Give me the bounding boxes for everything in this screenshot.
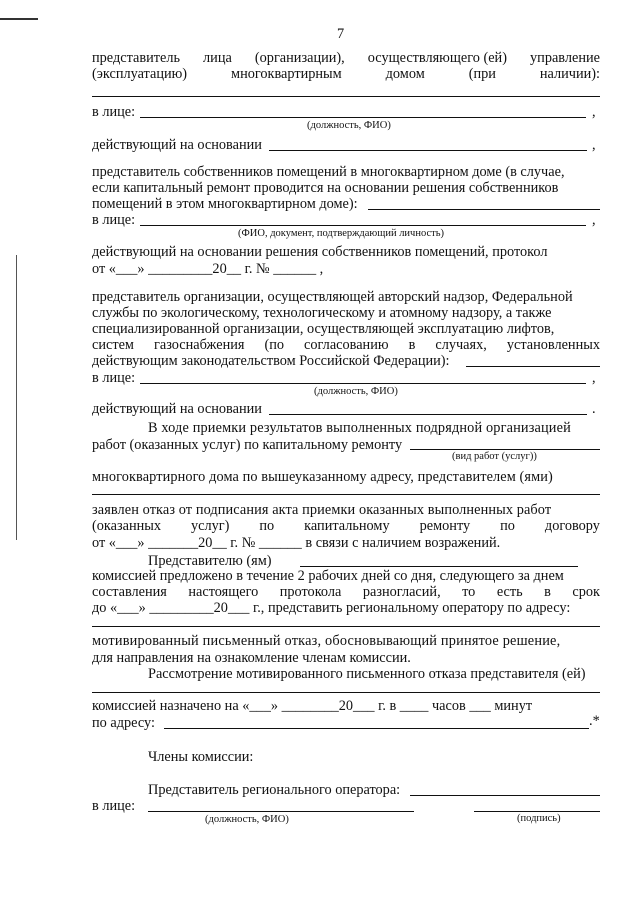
- acceptance-line-1: В ходе приемки результатов выполненных подрядной организацией: [148, 420, 571, 436]
- supervision-line-4: систем газоснабжения (по согласованию в случаях, установленных: [92, 337, 600, 353]
- mgmt-comma-2: ,: [592, 137, 596, 153]
- page-number: 7: [337, 26, 345, 42]
- supervision-acting-basis-label: действующий на основании: [92, 401, 262, 417]
- owners-id-caption: (ФИО, документ, подтверждающий личность): [238, 228, 444, 239]
- mgmt-acting-basis-label: действующий на основании: [92, 137, 262, 153]
- mgmt-representative-field[interactable]: [140, 117, 586, 118]
- supervision-line-3: специализированной организации, осуществляющей эксплуатацию лифтов,: [92, 321, 555, 337]
- review-address-field[interactable]: [164, 728, 589, 729]
- proposal-rep-label: Представителю (ям): [148, 553, 272, 569]
- mgmt-position-caption: (должность, ФИО): [307, 120, 391, 131]
- mgmt-basis-field[interactable]: [269, 150, 587, 151]
- proposal-line-4: мотивированный письменный отказ, обосновывающий принятое решение,: [92, 633, 561, 649]
- acceptance-line-3: многоквартирного дома по вышеуказанному адресу, представителем (ями): [92, 469, 553, 485]
- review-schedule-line[interactable]: комиссией назначено на «___» ________20___ г. в ____ часов ___ минут: [92, 698, 533, 714]
- commission-signature-caption: (подпись): [517, 813, 561, 824]
- scan-binding-line: [16, 255, 17, 540]
- acceptance-work-caption: (вид работ (услуг)): [452, 451, 537, 462]
- commission-signature-field[interactable]: [474, 811, 600, 812]
- commission-regional-rep-label: Представитель регионального оператора:: [148, 782, 401, 798]
- owners-line-1: представитель собственников помещений в многоквартирном доме (в случае,: [92, 164, 565, 180]
- supervision-representative-field[interactable]: [140, 383, 586, 384]
- supervision-line-1: представитель организации, осуществляющей авторский надзор, Федеральной: [92, 289, 573, 305]
- owners-in-person-label: в лице:: [92, 212, 136, 228]
- mgmt-org-name-field[interactable]: [92, 96, 600, 97]
- acceptance-work-type-field[interactable]: [410, 449, 600, 450]
- proposal-representative-field[interactable]: [300, 566, 578, 567]
- owners-name-field[interactable]: [368, 209, 600, 210]
- supervision-basis-field[interactable]: [269, 414, 587, 415]
- owners-acting-line: действующий на основании решения собственников помещений, протокол: [92, 244, 548, 260]
- owners-protocol-date-line[interactable]: от «___» _________20__ г. № ______ ,: [92, 261, 324, 277]
- supervision-line-2: службы по экологическому, технологическому и атомному надзору, а также: [92, 305, 552, 321]
- review-asterisk: .*: [589, 713, 600, 729]
- commission-representative-field[interactable]: [148, 811, 414, 812]
- refusal-contract-date-line[interactable]: от «___» _______20__ г. № ______ в связи с наличием возражений.: [92, 535, 501, 551]
- acceptance-representatives-field[interactable]: [92, 494, 600, 495]
- supervision-period: .: [592, 401, 596, 417]
- owners-comma: ,: [592, 212, 596, 228]
- commission-regional-operator-field[interactable]: [410, 795, 600, 796]
- proposal-line-1: комиссией предложено в течение 2 рабочих дней со дня, следующего за днем: [92, 568, 564, 584]
- supervision-line-5: действующим законодательством Российской Федерации):: [92, 353, 450, 369]
- supervision-position-caption: (должность, ФИО): [314, 386, 398, 397]
- commission-in-person-label: в лице:: [92, 798, 136, 814]
- proposal-address-field[interactable]: [92, 626, 600, 627]
- review-address-label: по адресу:: [92, 715, 155, 731]
- mgmt-line-1: представитель лица (организации), осуществляющего (ей) управление: [92, 50, 600, 66]
- mgmt-line-2: (эксплуатацию) многоквартирным домом (при наличии):: [92, 66, 600, 82]
- refusal-line-2: (оказанных услуг) по капитальному ремонту по договору: [92, 518, 600, 534]
- scan-edge-mark: [0, 18, 38, 20]
- refusal-line-1: заявлен отказ от подписания акта приемки оказанных выполненных работ: [92, 502, 552, 518]
- proposal-line-2: составления настоящего протокола разногласий, то есть в срок: [92, 584, 600, 600]
- owners-line-2: если капитальный ремонт проводится на основании решения собственников: [92, 180, 559, 196]
- owners-representative-field[interactable]: [140, 225, 586, 226]
- supervision-org-field[interactable]: [466, 366, 600, 367]
- mgmt-comma: ,: [592, 104, 596, 120]
- proposal-deadline-line[interactable]: до «___» _________20___ г., представить региональному оператору по адресу:: [92, 600, 571, 616]
- commission-members-label: Члены комиссии:: [148, 749, 254, 765]
- owners-line-3: помещений в этом многоквартирном доме):: [92, 196, 358, 212]
- supervision-comma: ,: [592, 370, 596, 386]
- proposal-line-5: для направления на ознакомление членам комиссии.: [92, 650, 411, 666]
- acceptance-line-2: работ (оказанных услуг) по капитальному ремонту: [92, 437, 403, 453]
- review-representatives-field[interactable]: [92, 692, 600, 693]
- supervision-in-person-label: в лице:: [92, 370, 136, 386]
- mgmt-in-person-label: в лице:: [92, 104, 136, 120]
- review-line-1: Рассмотрение мотивированного письменного отказа представителя (ей): [148, 666, 586, 682]
- commission-position-caption: (должность, ФИО): [205, 814, 289, 825]
